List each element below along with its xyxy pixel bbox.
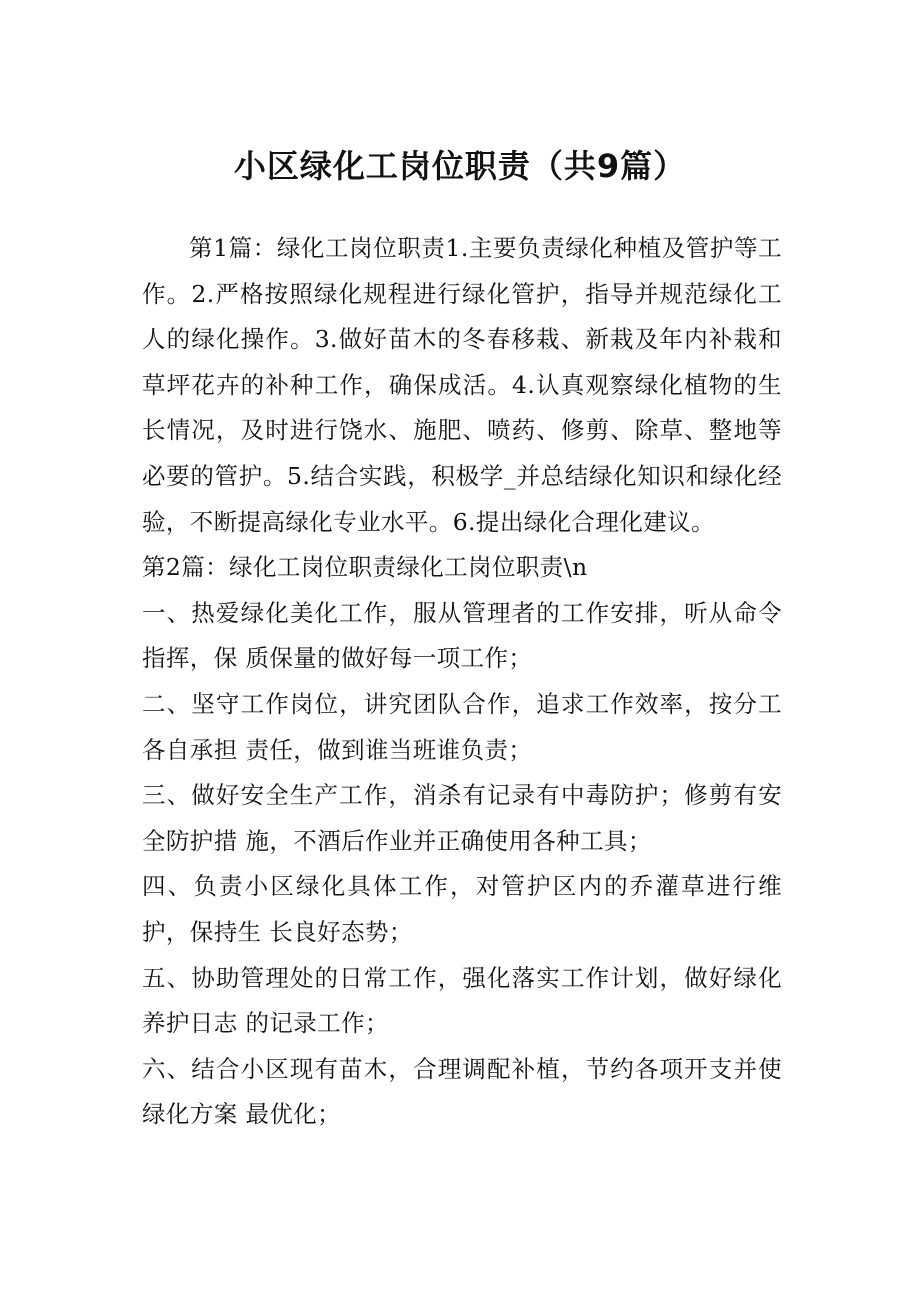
- paragraph-6: 四、负责小区绿化具体工作，对管护区内的乔灌草进行维护，保持生 长良好态势；: [142, 872, 782, 946]
- paragraph-7: 五、协助管理处的日常工作，强化落实工作计划，做好绿化养护日志 的记录工作；: [142, 963, 782, 1038]
- document-body: [142, 226, 782, 1138]
- paragraph-1: 第1篇：绿化工岗位职责1.主要负责绿化种植及管护等工作。2.严格按照绿化规程进行绿化管护，指导并规范绿化工人的绿化操作。3.做好苗木的冬春移栽、新栽及年内补栽和草坪花卉的补种工作，确保成活。4.认真观察绿化植物的生长情况，及时进行饶水、施肥、喷药、修剪、除草、整地等必要的管护。5.结合实践，积极学_并总结绿化知识和绿化经验，不断提高绿化专业水平。6.提出绿化合理化建议。: [142, 234, 782, 536]
- paragraph-8: 六、结合小区现有苗木，合理调配补植，节约各项开支并使绿化方案 最优化；: [142, 1054, 782, 1129]
- paragraph-4: 二、坚守工作岗位，讲究团队合作，追求工作效率，按分工各自承担 责任，做到谁当班谁负责；: [142, 689, 782, 764]
- document-title: 小区绿化工岗位职责（共9篇）: [233, 147, 687, 185]
- paragraph-2: 第2篇：绿化工岗位职责绿化工岗位职责\n: [142, 553, 588, 582]
- paragraph-3: 一、热爱绿化美化工作，服从管理者的工作安排，听从命令指挥，保 质保量的做好每一项工作；: [142, 598, 782, 673]
- paragraph-5: 三、做好安全生产工作，消杀有记录有中毒防护；修剪有安全防护措 施，不酒后作业并正确使用各种工具；: [142, 781, 782, 855]
